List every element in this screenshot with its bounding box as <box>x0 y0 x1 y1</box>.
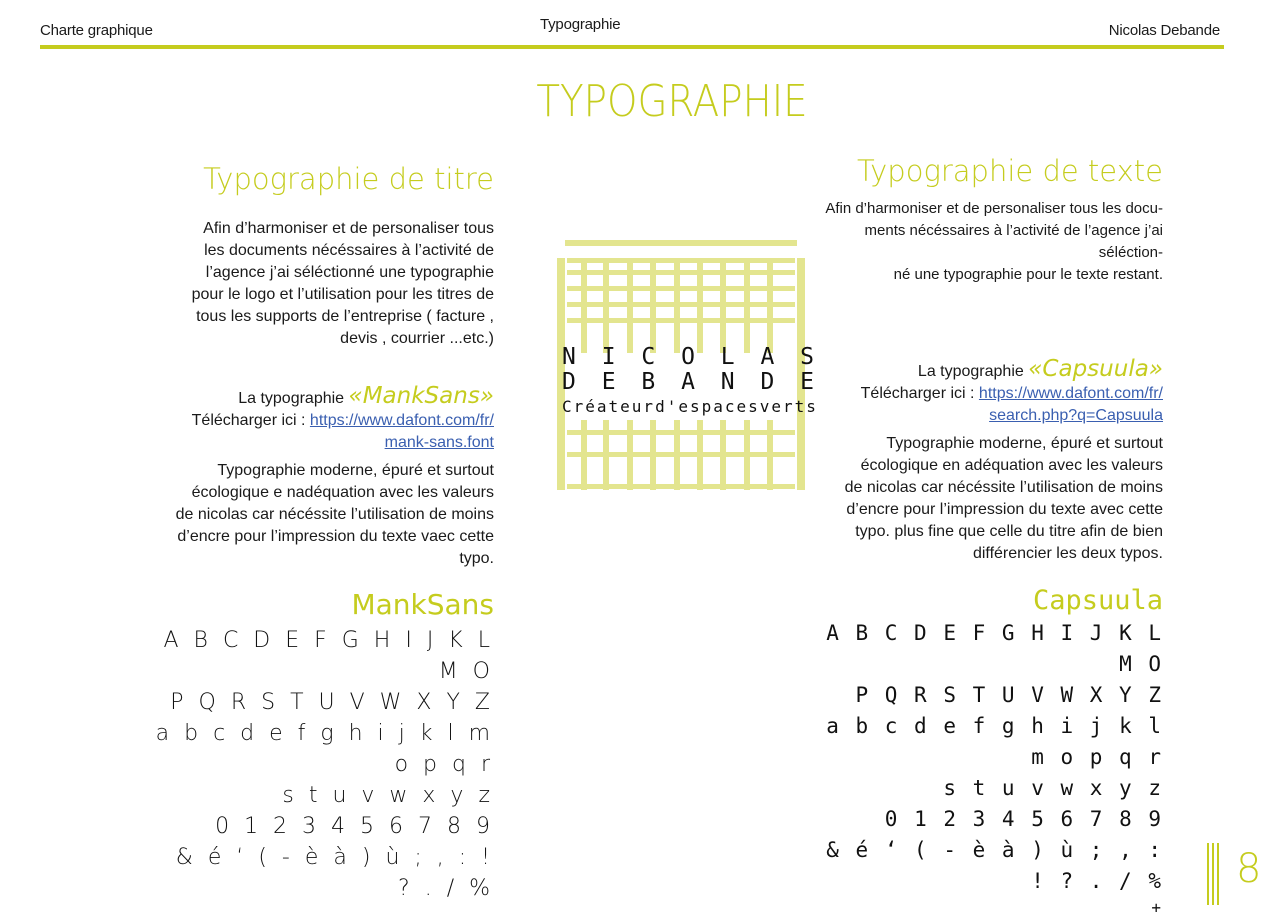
download-row <box>820 405 1163 427</box>
description-line: de nicolas car nécéssite l’utilisation de moins <box>175 506 494 523</box>
logo <box>557 240 821 490</box>
description-line: différencier les deux typos. <box>972 545 1163 562</box>
font-label-row <box>150 385 494 410</box>
specimen-title: MankSans <box>351 588 494 621</box>
font-specimen <box>820 618 1163 919</box>
description-line: écologique e nadéquation avec les valeurs <box>191 484 494 501</box>
title-typography-heading: Typographie de titre <box>203 162 494 196</box>
title-typography-intro <box>150 218 494 350</box>
font-name: «Capsuula» <box>1028 356 1163 382</box>
font-description <box>150 460 494 570</box>
intro-line: Afin d’harmoniser et de personaliser tous <box>203 220 494 237</box>
intro-line: les documents nécéssaires à l’activité de <box>204 242 494 259</box>
text-typography-heading: Typographie de texte <box>856 154 1163 188</box>
header-right: Nicolas Debande <box>1108 22 1220 39</box>
specimen-line: P Q R S T U V W X Y Z <box>170 690 494 715</box>
right-column <box>820 154 1163 919</box>
logo-tagline: Créateurd'espacesverts <box>562 397 818 416</box>
font-label: La typographie <box>238 390 345 407</box>
download-link-continued[interactable]: search.php?q=Capsuula <box>989 407 1163 424</box>
header-rule <box>40 45 1224 49</box>
font-label: La typographie <box>917 363 1024 380</box>
specimen-line: & é ‘ ( - è à ) ù ; , : ! ? . / % <box>826 838 1163 893</box>
description-line: Typographie moderne, épuré et surtout <box>886 435 1163 452</box>
intro-line: pour le logo et l’utilisation pour les titres de <box>191 286 494 303</box>
page-title: TYPOGRAPHIE <box>536 76 808 127</box>
font-specimen <box>150 625 494 904</box>
specimen-line: s t u v w x y z <box>282 783 494 808</box>
text-typography-intro <box>820 198 1163 286</box>
description-line: d’encre pour l’impression du texte avec cette <box>846 501 1163 518</box>
description-line: écologique en adéquation avec les valeurs <box>860 457 1163 474</box>
specimen-title: Capsuula <box>1032 585 1163 616</box>
logo-name-last: D E B A N D E <box>562 369 821 395</box>
download-link-continued[interactable]: mank-sans.font <box>384 434 494 451</box>
specimen-line: 0 1 2 3 4 5 6 7 8 9 <box>884 807 1163 831</box>
specimen-line: A B C D E F G H I J K L M O <box>163 628 494 684</box>
specimen-line: s t u v w x y z <box>943 776 1163 800</box>
intro-line: né une typographie pour le texte restant. <box>893 266 1163 283</box>
header-center: Typographie <box>540 16 621 33</box>
specimen-line: 0 1 2 3 4 5 6 7 8 9 <box>215 814 494 839</box>
intro-line: ments nécéssaires à l’activité de l’agence j’ai séléction- <box>864 222 1163 261</box>
header-left: Charte graphique <box>40 22 153 39</box>
logo-name-first: N I C O L A S <box>562 344 821 370</box>
download-label: Télécharger ici : <box>860 385 975 402</box>
description-line: d’encre pour l’impression du texte vaec cette <box>177 528 494 545</box>
description-line: typo. <box>459 550 494 567</box>
download-link[interactable]: https://www.dafont.com/fr/ <box>309 412 494 429</box>
specimen-line: A B C D E F G H I J K L M O <box>826 621 1163 676</box>
intro-line: Afin d’harmoniser et de personaliser tous les docu- <box>825 200 1163 217</box>
page-number: 8 <box>1236 846 1262 892</box>
download-row <box>150 410 494 432</box>
description-line: Typographie moderne, épuré et surtout <box>217 462 494 479</box>
specimen-line: P Q R S T U V W X Y Z <box>855 683 1163 707</box>
specimen-line: + <box>1151 898 1163 917</box>
intro-line: tous les supports de l’entreprise ( facture , <box>196 308 494 325</box>
font-name: «MankSans» <box>348 383 494 409</box>
specimen-line: a b c d e f g h i j k l m o p q r <box>155 721 494 777</box>
description-line: de nicolas car nécéssite l’utilisation de moins <box>844 479 1163 496</box>
intro-line: l’agence j’ai séléctionné une typographie <box>205 264 494 281</box>
download-row <box>150 432 494 454</box>
download-label: Télécharger ici : <box>191 412 306 429</box>
left-column <box>150 162 494 904</box>
specimen-line: & é ‘ ( - è à ) ù ; , : ! ? . / % <box>175 845 494 901</box>
font-description <box>820 433 1163 565</box>
intro-line: devis , courrier ...etc.) <box>340 330 494 347</box>
specimen-line: a b c d e f g h i j k l m o p q r <box>826 714 1163 769</box>
page-number-bars <box>1207 843 1219 905</box>
description-line: typo. plus fine que celle du titre afin de bien <box>855 523 1163 540</box>
download-row <box>820 383 1163 405</box>
download-link[interactable]: https://www.dafont.com/fr/ <box>978 385 1163 402</box>
font-label-row <box>820 358 1163 383</box>
